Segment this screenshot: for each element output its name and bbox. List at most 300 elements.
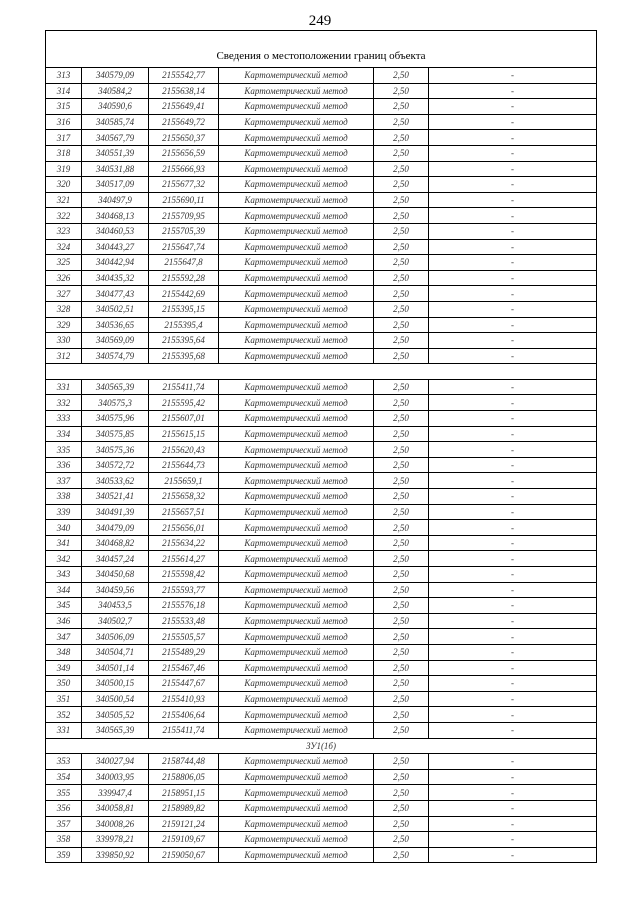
method-cell: Картометрический метод	[219, 317, 374, 333]
description-cell: -	[429, 83, 597, 99]
method-cell: Картометрический метод	[219, 629, 374, 645]
method-cell: Картометрический метод	[219, 99, 374, 115]
accuracy-cell: 2,50	[374, 348, 429, 364]
method-cell: Картометрический метод	[219, 68, 374, 84]
table-row	[46, 239, 597, 255]
method-cell: Картометрический метод	[219, 208, 374, 224]
x-coordinate-cell: 340457,24	[82, 551, 149, 567]
x-coordinate-cell: 340590,6	[82, 99, 149, 115]
point-number-cell: 333	[46, 411, 82, 427]
method-cell: Картометрический метод	[219, 114, 374, 130]
y-coordinate-cell: 2155650,37	[149, 130, 219, 146]
method-cell: Картометрический метод	[219, 785, 374, 801]
accuracy-cell: 2,50	[374, 301, 429, 317]
accuracy-cell: 2,50	[374, 489, 429, 505]
point-number-cell: 357	[46, 816, 82, 832]
description-cell: -	[429, 114, 597, 130]
table-row	[46, 457, 597, 473]
method-cell: Картометрический метод	[219, 613, 374, 629]
y-coordinate-cell: 2155576,18	[149, 598, 219, 614]
x-coordinate-cell: 340567,79	[82, 130, 149, 146]
description-cell: -	[429, 223, 597, 239]
x-coordinate-cell: 340027,94	[82, 754, 149, 770]
point-number-cell: 359	[46, 847, 82, 863]
description-cell: -	[429, 177, 597, 193]
method-cell: Картометрический метод	[219, 411, 374, 427]
y-coordinate-cell: 2155533,48	[149, 613, 219, 629]
accuracy-cell: 2,50	[374, 504, 429, 520]
x-coordinate-cell: 340569,09	[82, 333, 149, 349]
y-coordinate-cell: 2155656,01	[149, 520, 219, 536]
point-number-cell: 331	[46, 722, 82, 738]
table-row	[46, 613, 597, 629]
table-row	[46, 114, 597, 130]
accuracy-cell: 2,50	[374, 769, 429, 785]
y-coordinate-cell: 2159050,67	[149, 847, 219, 863]
method-cell: Картометрический метод	[219, 161, 374, 177]
y-coordinate-cell: 2155406,64	[149, 707, 219, 723]
x-coordinate-cell: 340058,81	[82, 800, 149, 816]
accuracy-cell: 2,50	[374, 161, 429, 177]
x-coordinate-cell: 340579,09	[82, 68, 149, 84]
table-row	[46, 348, 597, 364]
description-cell: -	[429, 473, 597, 489]
accuracy-cell: 2,50	[374, 707, 429, 723]
x-coordinate-cell: 340500,15	[82, 676, 149, 692]
description-cell: -	[429, 598, 597, 614]
accuracy-cell: 2,50	[374, 83, 429, 99]
x-coordinate-cell: 340435,32	[82, 270, 149, 286]
description-cell: -	[429, 785, 597, 801]
table-row	[46, 832, 597, 848]
point-number-cell: 325	[46, 255, 82, 271]
method-cell: Картометрический метод	[219, 83, 374, 99]
table-row-empty	[46, 364, 597, 380]
x-coordinate-cell: 340459,56	[82, 582, 149, 598]
accuracy-cell: 2,50	[374, 395, 429, 411]
accuracy-cell: 2,50	[374, 582, 429, 598]
method-cell: Картометрический метод	[219, 239, 374, 255]
table-row	[46, 301, 597, 317]
method-cell: Картометрический метод	[219, 551, 374, 567]
table-row	[46, 567, 597, 583]
method-cell: Картометрический метод	[219, 270, 374, 286]
table-row	[46, 754, 597, 770]
method-cell: Картометрический метод	[219, 769, 374, 785]
x-coordinate-cell: 340504,71	[82, 644, 149, 660]
x-coordinate-cell: 340477,43	[82, 286, 149, 302]
empty-cell	[46, 364, 597, 380]
table-row	[46, 395, 597, 411]
point-number-cell: 317	[46, 130, 82, 146]
method-cell: Картометрический метод	[219, 426, 374, 442]
description-cell: -	[429, 68, 597, 84]
method-cell: Картометрический метод	[219, 722, 374, 738]
x-coordinate-cell: 340536,65	[82, 317, 149, 333]
table-row	[46, 208, 597, 224]
description-cell: -	[429, 426, 597, 442]
y-coordinate-cell: 2155592,28	[149, 270, 219, 286]
table-row	[46, 644, 597, 660]
x-coordinate-cell: 340450,68	[82, 567, 149, 583]
accuracy-cell: 2,50	[374, 644, 429, 660]
description-cell: -	[429, 504, 597, 520]
accuracy-cell: 2,50	[374, 613, 429, 629]
point-number-cell: 327	[46, 286, 82, 302]
y-coordinate-cell: 2155634,22	[149, 535, 219, 551]
accuracy-cell: 2,50	[374, 68, 429, 84]
accuracy-cell: 2,50	[374, 676, 429, 692]
y-coordinate-cell: 2155677,32	[149, 177, 219, 193]
description-cell: -	[429, 411, 597, 427]
x-coordinate-cell: 340460,53	[82, 223, 149, 239]
method-cell: Картометрический метод	[219, 520, 374, 536]
accuracy-cell: 2,50	[374, 722, 429, 738]
method-cell: Картометрический метод	[219, 192, 374, 208]
table-title: Сведения о местоположении границ объекта	[46, 31, 597, 68]
table-row	[46, 286, 597, 302]
y-coordinate-cell: 2155644,73	[149, 457, 219, 473]
method-cell: Картометрический метод	[219, 473, 374, 489]
table-row	[46, 800, 597, 816]
table-row	[46, 660, 597, 676]
x-coordinate-cell: 340505,52	[82, 707, 149, 723]
x-coordinate-cell: 340491,39	[82, 504, 149, 520]
x-coordinate-cell: 340521,41	[82, 489, 149, 505]
y-coordinate-cell: 2159109,67	[149, 832, 219, 848]
table-row	[46, 551, 597, 567]
table-row	[46, 68, 597, 84]
description-cell: -	[429, 535, 597, 551]
description-cell: -	[429, 551, 597, 567]
y-coordinate-cell: 2155607,01	[149, 411, 219, 427]
description-cell: -	[429, 255, 597, 271]
point-number-cell: 349	[46, 660, 82, 676]
method-cell: Картометрический метод	[219, 130, 374, 146]
y-coordinate-cell: 2155657,51	[149, 504, 219, 520]
table-row	[46, 161, 597, 177]
point-number-cell: 332	[46, 395, 82, 411]
x-coordinate-cell: 340502,51	[82, 301, 149, 317]
method-cell: Картометрический метод	[219, 660, 374, 676]
description-cell: -	[429, 676, 597, 692]
method-cell: Картометрический метод	[219, 395, 374, 411]
accuracy-cell: 2,50	[374, 114, 429, 130]
accuracy-cell: 2,50	[374, 785, 429, 801]
description-cell: -	[429, 317, 597, 333]
table-row	[46, 785, 597, 801]
point-number-cell: 324	[46, 239, 82, 255]
point-number-cell: 345	[46, 598, 82, 614]
table-row	[46, 192, 597, 208]
y-coordinate-cell: 2159121,24	[149, 816, 219, 832]
y-coordinate-cell: 2155658,32	[149, 489, 219, 505]
y-coordinate-cell: 2155620,43	[149, 442, 219, 458]
point-number-cell: 355	[46, 785, 82, 801]
accuracy-cell: 2,50	[374, 660, 429, 676]
y-coordinate-cell: 2155447,67	[149, 676, 219, 692]
accuracy-cell: 2,50	[374, 691, 429, 707]
point-number-cell: 313	[46, 68, 82, 84]
description-cell: -	[429, 130, 597, 146]
point-number-cell: 321	[46, 192, 82, 208]
description-cell: -	[429, 754, 597, 770]
table-row	[46, 83, 597, 99]
y-coordinate-cell: 2155647,8	[149, 255, 219, 271]
table-row	[46, 379, 597, 395]
y-coordinate-cell: 2155595,42	[149, 395, 219, 411]
description-cell: -	[429, 567, 597, 583]
description-cell: -	[429, 457, 597, 473]
table-row	[46, 722, 597, 738]
point-number-cell: 312	[46, 348, 82, 364]
description-cell: -	[429, 333, 597, 349]
accuracy-cell: 2,50	[374, 223, 429, 239]
point-number-cell: 320	[46, 177, 82, 193]
point-number-cell: 340	[46, 520, 82, 536]
accuracy-cell: 2,50	[374, 239, 429, 255]
method-cell: Картометрический метод	[219, 255, 374, 271]
point-number-cell: 316	[46, 114, 82, 130]
accuracy-cell: 2,50	[374, 800, 429, 816]
point-number-cell: 356	[46, 800, 82, 816]
x-coordinate-cell: 340572,72	[82, 457, 149, 473]
method-cell: Картометрический метод	[219, 691, 374, 707]
point-number-cell: 344	[46, 582, 82, 598]
method-cell: Картометрический метод	[219, 177, 374, 193]
table-row	[46, 504, 597, 520]
accuracy-cell: 2,50	[374, 535, 429, 551]
point-number-cell: 322	[46, 208, 82, 224]
description-cell: -	[429, 644, 597, 660]
table-row	[46, 769, 597, 785]
description-cell: -	[429, 832, 597, 848]
method-cell: Картометрический метод	[219, 832, 374, 848]
table-row	[46, 535, 597, 551]
y-coordinate-cell: 2155489,29	[149, 644, 219, 660]
accuracy-cell: 2,50	[374, 317, 429, 333]
accuracy-cell: 2,50	[374, 520, 429, 536]
table-title-row	[46, 31, 597, 68]
description-cell: -	[429, 192, 597, 208]
description-cell: -	[429, 691, 597, 707]
method-cell: Картометрический метод	[219, 535, 374, 551]
point-number-cell: 354	[46, 769, 82, 785]
y-coordinate-cell: 2155598,42	[149, 567, 219, 583]
y-coordinate-cell: 2155659,1	[149, 473, 219, 489]
section-label: ЗУ1(1б)	[46, 738, 597, 754]
x-coordinate-cell: 340565,39	[82, 722, 149, 738]
y-coordinate-cell: 2155411,74	[149, 379, 219, 395]
accuracy-cell: 2,50	[374, 426, 429, 442]
method-cell: Картометрический метод	[219, 301, 374, 317]
y-coordinate-cell: 2155649,72	[149, 114, 219, 130]
accuracy-cell: 2,50	[374, 442, 429, 458]
description-cell: -	[429, 707, 597, 723]
accuracy-cell: 2,50	[374, 457, 429, 473]
point-number-cell: 319	[46, 161, 82, 177]
accuracy-cell: 2,50	[374, 99, 429, 115]
description-cell: -	[429, 145, 597, 161]
description-cell: -	[429, 816, 597, 832]
table-row	[46, 582, 597, 598]
method-cell: Картометрический метод	[219, 286, 374, 302]
y-coordinate-cell: 2155690,11	[149, 192, 219, 208]
table-row	[46, 411, 597, 427]
accuracy-cell: 2,50	[374, 145, 429, 161]
boundary-table-container	[45, 30, 596, 863]
accuracy-cell: 2,50	[374, 567, 429, 583]
table-row	[46, 629, 597, 645]
point-number-cell: 343	[46, 567, 82, 583]
description-cell: -	[429, 629, 597, 645]
x-coordinate-cell: 340575,85	[82, 426, 149, 442]
table-row	[46, 130, 597, 146]
method-cell: Картометрический метод	[219, 348, 374, 364]
description-cell: -	[429, 847, 597, 863]
y-coordinate-cell: 2158989,82	[149, 800, 219, 816]
y-coordinate-cell: 2155656,59	[149, 145, 219, 161]
point-number-cell: 328	[46, 301, 82, 317]
x-coordinate-cell: 340565,39	[82, 379, 149, 395]
x-coordinate-cell: 340008,26	[82, 816, 149, 832]
x-coordinate-cell: 340533,62	[82, 473, 149, 489]
point-number-cell: 334	[46, 426, 82, 442]
y-coordinate-cell: 2155505,57	[149, 629, 219, 645]
table-row	[46, 177, 597, 193]
y-coordinate-cell: 2155649,41	[149, 99, 219, 115]
table-row	[46, 847, 597, 863]
boundary-coordinates-table	[45, 30, 597, 863]
table-row	[46, 489, 597, 505]
accuracy-cell: 2,50	[374, 551, 429, 567]
method-cell: Картометрический метод	[219, 676, 374, 692]
section-row	[46, 738, 597, 754]
description-cell: -	[429, 442, 597, 458]
y-coordinate-cell: 2155542,77	[149, 68, 219, 84]
method-cell: Картометрический метод	[219, 504, 374, 520]
description-cell: -	[429, 379, 597, 395]
x-coordinate-cell: 340575,3	[82, 395, 149, 411]
x-coordinate-cell: 340501,14	[82, 660, 149, 676]
table-row	[46, 520, 597, 536]
method-cell: Картометрический метод	[219, 145, 374, 161]
description-cell: -	[429, 99, 597, 115]
x-coordinate-cell: 340500,54	[82, 691, 149, 707]
point-number-cell: 338	[46, 489, 82, 505]
accuracy-cell: 2,50	[374, 255, 429, 271]
point-number-cell: 358	[46, 832, 82, 848]
table-row	[46, 317, 597, 333]
accuracy-cell: 2,50	[374, 192, 429, 208]
method-cell: Картометрический метод	[219, 333, 374, 349]
y-coordinate-cell: 2155615,15	[149, 426, 219, 442]
accuracy-cell: 2,50	[374, 816, 429, 832]
table-row	[46, 676, 597, 692]
point-number-cell: 336	[46, 457, 82, 473]
y-coordinate-cell: 2155647,74	[149, 239, 219, 255]
point-number-cell: 346	[46, 613, 82, 629]
description-cell: -	[429, 239, 597, 255]
y-coordinate-cell: 2155395,68	[149, 348, 219, 364]
x-coordinate-cell: 340506,09	[82, 629, 149, 645]
table-row	[46, 816, 597, 832]
x-coordinate-cell: 340575,96	[82, 411, 149, 427]
accuracy-cell: 2,50	[374, 847, 429, 863]
point-number-cell: 350	[46, 676, 82, 692]
accuracy-cell: 2,50	[374, 379, 429, 395]
accuracy-cell: 2,50	[374, 629, 429, 645]
method-cell: Картометрический метод	[219, 707, 374, 723]
x-coordinate-cell: 340468,13	[82, 208, 149, 224]
x-coordinate-cell: 340453,5	[82, 598, 149, 614]
x-coordinate-cell: 340468,82	[82, 535, 149, 551]
point-number-cell: 341	[46, 535, 82, 551]
point-number-cell: 323	[46, 223, 82, 239]
accuracy-cell: 2,50	[374, 177, 429, 193]
method-cell: Картометрический метод	[219, 800, 374, 816]
x-coordinate-cell: 340003,95	[82, 769, 149, 785]
x-coordinate-cell: 340574,79	[82, 348, 149, 364]
x-coordinate-cell: 340517,09	[82, 177, 149, 193]
point-number-cell: 314	[46, 83, 82, 99]
table-row	[46, 145, 597, 161]
table-row	[46, 598, 597, 614]
table-row	[46, 270, 597, 286]
description-cell: -	[429, 722, 597, 738]
table-row	[46, 333, 597, 349]
accuracy-cell: 2,50	[374, 286, 429, 302]
method-cell: Картометрический метод	[219, 644, 374, 660]
description-cell: -	[429, 161, 597, 177]
point-number-cell: 337	[46, 473, 82, 489]
method-cell: Картометрический метод	[219, 379, 374, 395]
method-cell: Картометрический метод	[219, 442, 374, 458]
accuracy-cell: 2,50	[374, 411, 429, 427]
accuracy-cell: 2,50	[374, 130, 429, 146]
table-row	[46, 707, 597, 723]
description-cell: -	[429, 348, 597, 364]
method-cell: Картометрический метод	[219, 816, 374, 832]
x-coordinate-cell: 339947,4	[82, 785, 149, 801]
x-coordinate-cell: 340479,09	[82, 520, 149, 536]
method-cell: Картометрический метод	[219, 598, 374, 614]
description-cell: -	[429, 582, 597, 598]
y-coordinate-cell: 2155395,64	[149, 333, 219, 349]
y-coordinate-cell: 2155411,74	[149, 722, 219, 738]
method-cell: Картометрический метод	[219, 567, 374, 583]
y-coordinate-cell: 2155410,93	[149, 691, 219, 707]
point-number-cell: 342	[46, 551, 82, 567]
description-cell: -	[429, 270, 597, 286]
point-number-cell: 339	[46, 504, 82, 520]
table-row	[46, 426, 597, 442]
y-coordinate-cell: 2155593,77	[149, 582, 219, 598]
x-coordinate-cell: 340584,2	[82, 83, 149, 99]
description-cell: -	[429, 613, 597, 629]
description-cell: -	[429, 520, 597, 536]
description-cell: -	[429, 208, 597, 224]
table-row	[46, 255, 597, 271]
y-coordinate-cell: 2155442,69	[149, 286, 219, 302]
description-cell: -	[429, 286, 597, 302]
accuracy-cell: 2,50	[374, 754, 429, 770]
x-coordinate-cell: 340551,39	[82, 145, 149, 161]
method-cell: Картометрический метод	[219, 582, 374, 598]
y-coordinate-cell: 2155705,39	[149, 223, 219, 239]
table-row	[46, 691, 597, 707]
y-coordinate-cell: 2158806,05	[149, 769, 219, 785]
